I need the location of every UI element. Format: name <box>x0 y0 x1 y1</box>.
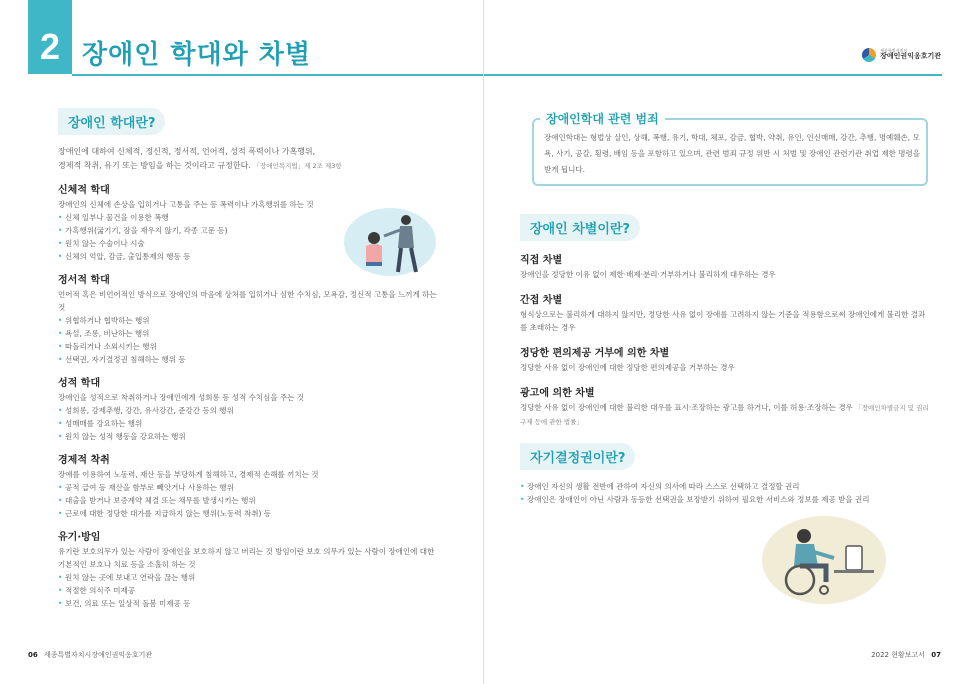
list-item: • 보건, 의료 또는 일상적 돌봄 미제공 등 <box>58 597 438 610</box>
section-desc <box>520 401 930 429</box>
abuse-illustration <box>344 202 440 278</box>
selfdet-heading: 자기결정권이란? <box>520 443 635 470</box>
list-item: • 위협하거나 협박하는 행위 <box>58 314 438 327</box>
abuse-intro <box>58 145 438 173</box>
section-economic <box>58 451 438 520</box>
section-neglect <box>58 528 438 610</box>
abuse-heading: 장애인 학대란? <box>58 108 165 135</box>
list-item: • 따돌리거나 소외시키는 행위 <box>58 340 438 353</box>
list-item: • 원치 않는 성적 행동을 강요하는 행위 <box>58 430 438 443</box>
wheelchair-illustration <box>760 508 888 604</box>
right-footer-title: 2022 현황보고서 <box>871 651 926 659</box>
chapter-number: 2 <box>39 26 61 67</box>
left-page-number: 06 <box>28 651 38 659</box>
chapter-title: 장애인 학대와 차별 <box>82 40 312 70</box>
intro-line-2: 경제적 착취, 유기 또는 방임을 하는 것이라고 규정한다. <box>58 161 251 170</box>
logo-icon <box>862 48 876 62</box>
section-desc: 장애인의 신체에 손상을 입히거나 고통을 주는 등 폭력이나 가혹행위를 하는 것 <box>58 200 314 209</box>
section-desc: 정당한 사유 없이 장애인에 대한 정당한 편의제공을 거부하는 경우 <box>520 363 735 372</box>
list-item: • 적절한 의식주 미제공 <box>58 584 438 597</box>
ad-desc-text: 정당한 사유 없이 장애인에 대한 불리한 대우를 표시·조장하는 광고를 하거나, 이를 허용·조장하는 경우 <box>520 403 853 412</box>
section-title: 정당한 편의제공 거부에 의한 차별 <box>520 348 670 359</box>
ad-citation: 「장애인차별금지 및 권리구제 등에 관한 법률」 <box>520 404 929 426</box>
section-title: 간접 차별 <box>520 295 563 306</box>
list-item: • 원치 않는 수술이나 시술 <box>58 237 438 250</box>
list-item: • 장애인은 장애인이 아닌 사람과 동등한 선택권을 보장받기 위하여 필요한 서비스와 정보를 제공 받을 권리 <box>520 493 930 506</box>
section-title: 정서적 학대 <box>58 275 110 286</box>
discrimination-section <box>520 214 930 506</box>
list-item: • 성희롱, 강제추행, 강간, 유사강간, 준강간 등의 행위 <box>58 404 438 417</box>
section-title: 성적 학대 <box>58 378 101 389</box>
org-logo <box>862 48 941 62</box>
list-item: • 대출을 받거나 보증계약 체결 또는 채무를 발생시키는 행위 <box>58 494 438 507</box>
section-title: 직접 차별 <box>520 255 563 266</box>
list-item: • 성매매를 강요하는 행위 <box>58 417 438 430</box>
section-desc: 언어적 혹은 비언어적인 방식으로 장애인의 마음에 상처를 입히거나 심한 수치심, 모욕감, 정신적 고통을 느끼게 하는 것 <box>58 290 437 312</box>
section-desc: 장애인을 정당한 이유 없이 제한·배제·분리·거부하거나 불리하게 대우하는 경우 <box>520 270 776 279</box>
section-desc: 유기란 보호의무가 있는 사람이 장애인을 보호하지 않고 버리는 것 방임이란 보호 의무가 있는 사람이 장애인에 대한 기본적인 보호나 치료 등을 소홀히 하는 것 <box>58 547 435 569</box>
list-item: • 가혹행위(굶기기, 잠을 재우지 않기, 각종 고문 등) <box>58 224 438 237</box>
list-item: • 원치 않는 곳에 보내고 연락을 끊는 행위 <box>58 571 438 584</box>
header-rule <box>72 74 483 76</box>
logo-small-text: 세종특별자치시 <box>880 47 908 53</box>
section-title: 광고에 의한 차별 <box>520 388 595 399</box>
list-item: • 신체의 억압, 감금, 출입통제의 행동 등 <box>58 250 438 263</box>
left-footer <box>28 650 152 660</box>
section-title: 유기·방임 <box>58 532 101 543</box>
left-page <box>0 0 483 684</box>
discrimination-heading: 장애인 차별이란? <box>520 214 640 241</box>
left-footer-org: 세종특별자치시장애인권익옹호기관 <box>43 651 153 659</box>
crime-text: 장애인학대는 형법상 살인, 상해, 폭행, 유기, 학대, 체포, 감금, 협박, 약취, 유인, 인신매매, 강간, 추행, 명예훼손, 모욕, 사기, 공갈, 횡령, 배임 등을 포함하고 있으며, 관련 범죄 규정 위반 시 처벌 및 장애인 관련기관 취업 제한 명령을 받게 됩니다. <box>544 133 920 174</box>
list-item: • 신체 일부나 물건을 이용한 폭행 <box>58 211 438 224</box>
header-rule <box>484 74 942 76</box>
right-footer <box>871 650 941 660</box>
list-item: • 근로에 대한 정당한 대가를 지급하지 않는 행위(노동력 착취) 등 <box>58 507 438 520</box>
list-item: • 욕설, 조롱, 비난하는 행위 <box>58 327 438 340</box>
section-sexual <box>58 374 438 443</box>
section-desc: 형식상으로는 불리하게 대하지 않지만, 정당한 사유 없이 장애를 고려하지 않는 기준을 적용함으로써 장애인에게 불리한 결과를 초래하는 경우 <box>520 310 926 332</box>
section-title: 경제적 착취 <box>58 455 110 466</box>
intro-line-1: 장애인에 대하여 신체적, 정신적, 정서적, 언어적, 성적 폭력이나 가혹행위, <box>58 147 316 156</box>
right-page-number: 07 <box>931 651 941 659</box>
list-item: • 장애인 자신의 생활 전반에 관하여 자신의 의사에 따라 스스로 선택하고 결정할 권리 <box>520 480 930 493</box>
section-title: 신체적 학대 <box>58 185 110 196</box>
list-item: • 공적 급여 등 재산을 함부로 빼앗거나 사용하는 행위 <box>58 481 438 494</box>
section-desc: 장애를 이용하여 노동력, 재산 등을 부당하게 침해하고, 경제적 손해를 끼치는 것 <box>58 470 319 479</box>
crime-title: 장애인학대 관련 범죄 <box>540 110 665 127</box>
section-desc: 장애인을 성적으로 착취하거나 장애인에게 성희롱 등 성적 수치심을 주는 것 <box>58 393 305 402</box>
section-emotional <box>58 271 438 366</box>
intro-citation: 「장애인복지법」제 2조 제3항 <box>253 162 342 170</box>
right-page <box>484 0 967 684</box>
abuse-section <box>58 108 438 610</box>
list-item: • 선택권, 자기결정권 침해하는 행위 등 <box>58 353 438 366</box>
logo-name: 장애인권익옹호기관 <box>880 52 941 61</box>
